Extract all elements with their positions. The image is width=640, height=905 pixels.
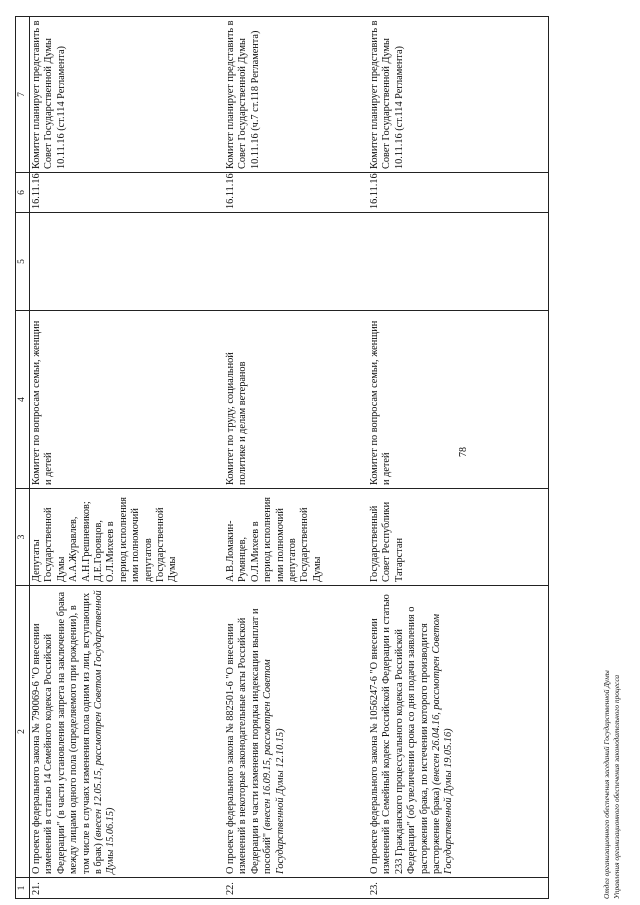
footer-line: Отдел организационного обеспечения заседаний Государственной Думы <box>602 670 611 899</box>
column-5-cell <box>30 213 225 311</box>
bill-authors: А.В.Ломакин-Румянцев, О.Л.Михеев в период исполнения ими полномочий депутатов Государственной Думы <box>224 489 368 586</box>
footer-line: Управления организационного обеспечения законодательного процесса <box>612 674 621 899</box>
bill-description <box>368 586 549 878</box>
bill-note: (внесен 16.09.15, рассмотрен Советом Государственной Думы 12.10.15) <box>262 659 286 874</box>
bill-note: (внесен 26.04.16, рассмотрен Советом Государственной Думы 19.05.16) <box>431 613 455 874</box>
page-number: 78 <box>458 447 469 457</box>
responsible-committee: Комитет по вопросам семьи, женщин и детей <box>30 311 225 489</box>
plan-cell: Комитет планирует представить в Совет Государственной Думы 10.11.16 (ст.114 Регламента) <box>30 17 225 173</box>
bill-description <box>224 586 368 878</box>
bill-title: О проекте федерального закона № 1056247-6 "О внесении изменений в Семейный кодекс Российской Федерации и статью 233 Гражданского процессуального кодекса Российской Федерации" (об увеличении срока со дня подачи заявления о расторжении брака, по истечении которого производится расторжение брака) <box>369 594 443 874</box>
responsible-committee: Комитет по труду, социальной политике и делам ветеранов <box>224 311 368 489</box>
table-row <box>368 17 549 899</box>
column-5-cell <box>224 213 368 311</box>
date-cell: 16.11.16 <box>30 173 225 213</box>
column-header: 6 <box>16 173 30 213</box>
bill-authors: Государственный Совет Республики Татарстан <box>368 489 549 586</box>
responsible-committee: Комитет по вопросам семьи, женщин и детей <box>368 311 549 489</box>
date-cell: 16.11.16 <box>224 173 368 213</box>
column-5-cell <box>368 213 549 311</box>
table-row <box>224 17 368 899</box>
column-header: 5 <box>16 213 30 311</box>
column-header: 4 <box>16 311 30 489</box>
column-header: 2 <box>16 586 30 878</box>
bill-title: О проекте федерального закона № 790069-6 "О внесении изменений в статью 14 Семейного кодекса Российской Федерации" (в части установления запрета на заключение брака между лицами одного пола (определяемого при рождении), в том числе в случаях изменения пола одним из лиц, вступающих в брак) <box>31 591 105 874</box>
column-header: 3 <box>16 489 30 586</box>
bills-table <box>15 16 549 899</box>
table-row <box>30 17 225 899</box>
bill-note: (внесен 12.05.15, рассмотрен Советом Государственной Думы 15.06.15) <box>93 590 117 874</box>
bill-description <box>30 586 225 878</box>
column-header: 1 <box>16 878 30 899</box>
date-cell: 16.11.16 <box>368 173 549 213</box>
plan-cell: Комитет планирует представить в Совет Государственной Думы 10.11.16 (ст.114 Регламента) <box>368 17 549 173</box>
column-number-row <box>16 17 30 899</box>
row-number: 22. <box>224 878 368 899</box>
bill-authors: Депутаты Государственной Думы А.А.Журавлев, А.Н.Грешневиков; Д.Е.Горовцов, О.Л.Михеев в период исполнения ими полномочий депутатов Государственной Думы <box>30 489 225 586</box>
plan-cell: Комитет планирует представить в Совет Государственной Думы 10.11.16 (ч.7 ст.118 Регламента) <box>224 17 368 173</box>
bill-title: О проекте федерального закона № 882501-6 "О внесении изменений в некоторые законодательные акты Российской Федерации в части изменения порядка индексации выплат и пособий" <box>225 608 274 874</box>
footer-note <box>602 299 622 899</box>
row-number: 23. <box>368 878 549 899</box>
row-number: 21. <box>30 878 225 899</box>
column-header: 7 <box>16 17 30 173</box>
